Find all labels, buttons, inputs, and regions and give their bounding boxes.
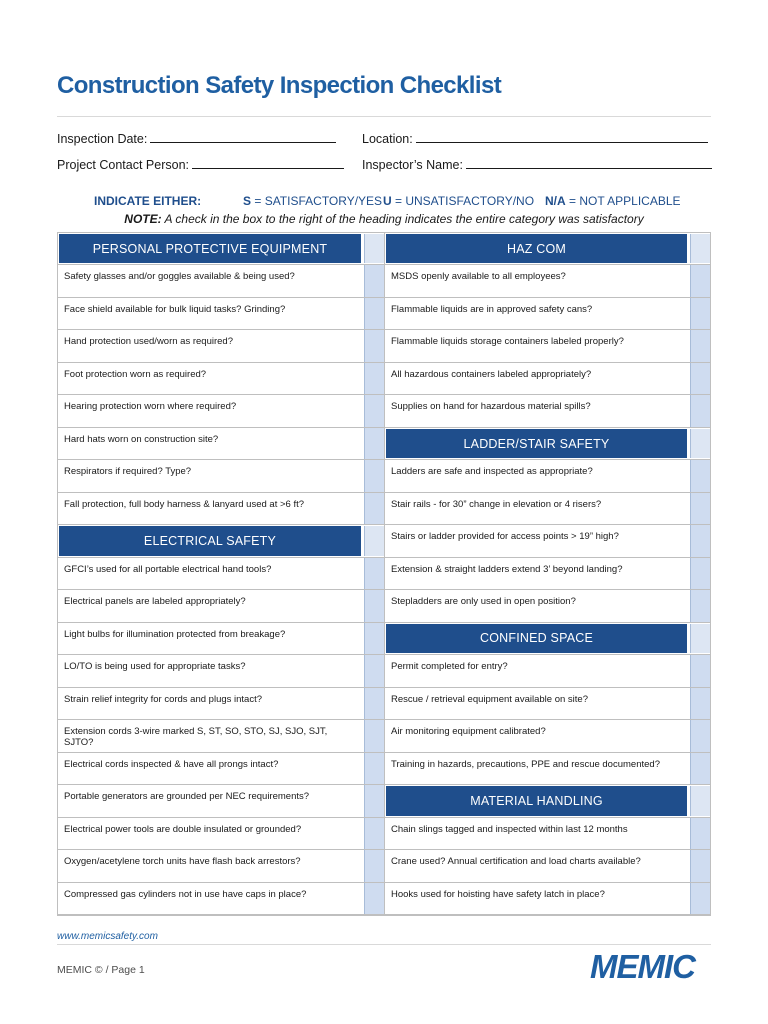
checklist-row bbox=[385, 590, 710, 622]
legend-na-text: = NOT APPLICABLE bbox=[565, 194, 681, 208]
answer-box[interactable] bbox=[690, 720, 710, 751]
checklist-row bbox=[58, 493, 384, 525]
checklist-question: Strain relief integrity for cords and plugs intact? bbox=[64, 693, 263, 705]
answer-box[interactable] bbox=[690, 298, 710, 329]
project-contact-label: Project Contact Person: bbox=[57, 158, 190, 172]
location-blank[interactable] bbox=[416, 131, 708, 143]
answer-box[interactable] bbox=[364, 363, 384, 394]
checklist-question: Ladders are safe and inspected as appropriate? bbox=[391, 466, 593, 478]
section-heading-electrical-safety bbox=[58, 525, 384, 557]
checklist-row bbox=[385, 330, 710, 362]
website-link[interactable]: www.memicsafety.com bbox=[57, 931, 158, 942]
checklist-question: GFCI’s used for all portable electrical hand tools? bbox=[64, 563, 272, 575]
checklist-question: Permit completed for entry? bbox=[391, 661, 508, 673]
checklist-row bbox=[385, 883, 710, 915]
answer-box[interactable] bbox=[690, 753, 710, 784]
checklist-question: Face shield available for bulk liquid tasks? Grinding? bbox=[64, 303, 286, 315]
checklist-question: Electrical power tools are double insulated or grounded? bbox=[64, 823, 302, 835]
checklist-question: MSDS openly available to all employees? bbox=[391, 271, 566, 283]
memic-logo: MEMIC bbox=[590, 948, 695, 985]
section-heading-label: PERSONAL PROTECTIVE EQUIPMENT bbox=[59, 234, 361, 263]
checklist-question: Compressed gas cylinders not in use have caps in place? bbox=[64, 888, 307, 900]
category-checkbox[interactable] bbox=[690, 786, 710, 815]
checklist-row bbox=[385, 655, 710, 687]
footer-divider bbox=[57, 944, 711, 945]
checklist-row bbox=[58, 753, 384, 785]
section-heading-label: ELECTRICAL SAFETY bbox=[59, 526, 361, 555]
location-field[interactable] bbox=[362, 131, 708, 146]
checklist-row bbox=[58, 818, 384, 850]
page-title: Construction Safety Inspection Checklist bbox=[57, 72, 502, 99]
checklist-row bbox=[385, 720, 710, 752]
section-heading-label: LADDER/STAIR SAFETY bbox=[386, 429, 687, 458]
checklist-row bbox=[58, 655, 384, 687]
answer-box[interactable] bbox=[364, 623, 384, 654]
checklist-question: All hazardous containers labeled appropriately? bbox=[391, 368, 592, 380]
checklist-row bbox=[58, 265, 384, 297]
checklist-row bbox=[385, 460, 710, 492]
checklist-question: Extension & straight ladders extend 3’ beyond landing? bbox=[391, 563, 623, 575]
answer-box[interactable] bbox=[690, 818, 710, 849]
checklist-row bbox=[58, 785, 384, 817]
checklist-question: Stepladders are only used in open position? bbox=[391, 596, 576, 608]
checklist-question: Hearing protection worn where required? bbox=[64, 401, 237, 413]
checklist-question: Foot protection worn as required? bbox=[64, 368, 207, 380]
answer-box[interactable] bbox=[364, 818, 384, 849]
answer-box[interactable] bbox=[364, 655, 384, 686]
answer-box[interactable] bbox=[690, 330, 710, 361]
answer-box[interactable] bbox=[364, 428, 384, 459]
answer-box[interactable] bbox=[690, 395, 710, 426]
checklist-question: Fall protection, full body harness & lanyard used at >6 ft? bbox=[64, 498, 305, 510]
checklist-question: Crane used? Annual certification and load charts available? bbox=[391, 856, 641, 868]
checklist-row bbox=[58, 330, 384, 362]
checklist-row bbox=[385, 753, 710, 785]
checklist-question: Rescue / retrieval equipment available on site? bbox=[391, 693, 588, 705]
checklist-row bbox=[58, 590, 384, 622]
answer-box[interactable] bbox=[364, 493, 384, 524]
answer-box[interactable] bbox=[364, 298, 384, 329]
section-heading-confined-space bbox=[385, 623, 710, 655]
answer-box[interactable] bbox=[364, 883, 384, 914]
legend-s-text: = SATISFACTORY/YES bbox=[251, 194, 383, 208]
checklist-grid bbox=[57, 232, 711, 916]
answer-box[interactable] bbox=[690, 493, 710, 524]
answer-box[interactable] bbox=[690, 265, 710, 296]
checklist-question: Extension cords 3-wire marked S, ST, SO, STO, SJ, SJO, SJT, SJTO? bbox=[64, 726, 328, 749]
checklist-question: Hard hats worn on construction site? bbox=[64, 433, 219, 445]
section-heading-personal-protective-equipment bbox=[58, 233, 384, 265]
category-checkbox[interactable] bbox=[364, 234, 384, 263]
checklist-row bbox=[58, 688, 384, 720]
checklist-question: Flammable liquids storage containers labeled properly? bbox=[391, 336, 624, 348]
note-label: NOTE: bbox=[124, 212, 162, 226]
checklist-question: Training in hazards, precautions, PPE and rescue documented? bbox=[391, 758, 660, 770]
checklist-row bbox=[58, 720, 384, 752]
project-contact-blank[interactable] bbox=[192, 157, 344, 169]
checklist-row bbox=[58, 363, 384, 395]
checklist-question: Hooks used for hoisting have safety latch in place? bbox=[391, 888, 605, 900]
legend-u-key: U bbox=[383, 194, 392, 208]
checklist-row bbox=[58, 460, 384, 492]
answer-box[interactable] bbox=[364, 558, 384, 589]
category-checkbox[interactable] bbox=[690, 234, 710, 263]
answer-box[interactable] bbox=[690, 460, 710, 491]
checklist-question: Light bulbs for illumination protected from breakage? bbox=[64, 628, 286, 640]
checklist-question: Stairs or ladder provided for access points > 19” high? bbox=[391, 531, 619, 543]
checklist-row bbox=[385, 265, 710, 297]
answer-box[interactable] bbox=[364, 330, 384, 361]
checklist-row bbox=[385, 688, 710, 720]
checklist-question: Supplies on hand for hazardous material spills? bbox=[391, 401, 591, 413]
section-heading-ladder-stair-safety bbox=[385, 428, 710, 460]
checklist-row bbox=[58, 623, 384, 655]
answer-box[interactable] bbox=[690, 363, 710, 394]
inspector-name-label: Inspector’s Name: bbox=[362, 158, 463, 172]
checklist-row bbox=[58, 298, 384, 330]
checklist-question: Air monitoring equipment calibrated? bbox=[391, 726, 546, 738]
answer-box[interactable] bbox=[690, 850, 710, 881]
section-heading-label: CONFINED SPACE bbox=[386, 624, 687, 653]
checklist-question: Chain slings tagged and inspected within last 12 months bbox=[391, 823, 628, 835]
category-checkbox[interactable] bbox=[364, 526, 384, 555]
checklist-row bbox=[385, 363, 710, 395]
checklist-row bbox=[385, 395, 710, 427]
note-text: A check in the box to the right of the heading indicates the entire category was satisfactory bbox=[161, 212, 644, 226]
section-heading-material-handling bbox=[385, 785, 710, 817]
answer-box[interactable] bbox=[364, 720, 384, 751]
checklist-row bbox=[58, 883, 384, 915]
page-number: MEMIC © / Page 1 bbox=[57, 964, 145, 976]
answer-box[interactable] bbox=[364, 850, 384, 881]
rating-legend bbox=[0, 194, 768, 210]
checklist-row bbox=[385, 558, 710, 590]
location-label: Location: bbox=[362, 132, 413, 146]
checklist-question: Oxygen/acetylene torch units have flash back arrestors? bbox=[64, 856, 301, 868]
answer-box[interactable] bbox=[690, 883, 710, 914]
left-checklist-column bbox=[58, 233, 384, 915]
checklist-row bbox=[385, 525, 710, 557]
inspection-date-field[interactable] bbox=[57, 131, 336, 146]
answer-box[interactable] bbox=[364, 460, 384, 491]
checklist-row bbox=[385, 818, 710, 850]
title-divider bbox=[57, 116, 711, 117]
checklist-question: Stair rails - for 30” change in elevation or 4 risers? bbox=[391, 498, 602, 510]
legend-s-key: S bbox=[243, 194, 252, 208]
answer-box[interactable] bbox=[364, 590, 384, 621]
checklist-row bbox=[58, 428, 384, 460]
inspection-date-label: Inspection Date: bbox=[57, 132, 148, 146]
checklist-question: Portable generators are grounded per NEC requirements? bbox=[64, 791, 310, 803]
checklist-question: Hand protection used/worn as required? bbox=[64, 336, 233, 348]
legend-u-text: = UNSATISFACTORY/NO bbox=[391, 194, 535, 208]
checklist-row bbox=[58, 558, 384, 590]
answer-box[interactable] bbox=[364, 753, 384, 784]
checklist-question: Flammable liquids are in approved safety cans? bbox=[391, 303, 593, 315]
checklist-question: Safety glasses and/or goggles available & being used? bbox=[64, 271, 295, 283]
inspector-name-blank[interactable] bbox=[466, 157, 712, 169]
category-checkbox[interactable] bbox=[690, 624, 710, 653]
answer-box[interactable] bbox=[364, 265, 384, 296]
checklist-row bbox=[58, 395, 384, 427]
section-heading-label: MATERIAL HANDLING bbox=[386, 786, 687, 815]
checklist-row bbox=[385, 298, 710, 330]
checklist-row bbox=[385, 493, 710, 525]
section-heading-haz-com bbox=[385, 233, 710, 265]
section-heading-label: HAZ COM bbox=[386, 234, 687, 263]
answer-box[interactable] bbox=[364, 688, 384, 719]
answer-box[interactable] bbox=[690, 590, 710, 621]
right-checklist-column bbox=[384, 233, 710, 915]
inspector-name-field[interactable] bbox=[362, 157, 712, 172]
answer-box[interactable] bbox=[690, 688, 710, 719]
project-contact-field[interactable] bbox=[57, 157, 344, 172]
answer-box[interactable] bbox=[364, 395, 384, 426]
category-checkbox[interactable] bbox=[690, 429, 710, 458]
checklist-row bbox=[385, 850, 710, 882]
checklist-question: Respirators if required? Type? bbox=[64, 466, 192, 478]
answer-box[interactable] bbox=[690, 558, 710, 589]
legend-na-key: N/A bbox=[545, 194, 566, 208]
answer-box[interactable] bbox=[690, 655, 710, 686]
inspection-date-blank[interactable] bbox=[150, 131, 336, 143]
answer-box[interactable] bbox=[364, 785, 384, 816]
checklist-row bbox=[58, 850, 384, 882]
checklist-question: Electrical panels are labeled appropriately? bbox=[64, 596, 246, 608]
answer-box[interactable] bbox=[690, 525, 710, 556]
category-note bbox=[0, 212, 768, 226]
indicate-label: INDICATE EITHER: bbox=[94, 194, 202, 208]
checklist-question: Electrical cords inspected & have all prongs intact? bbox=[64, 758, 279, 770]
checklist-question: LO/TO is being used for appropriate tasks? bbox=[64, 661, 246, 673]
